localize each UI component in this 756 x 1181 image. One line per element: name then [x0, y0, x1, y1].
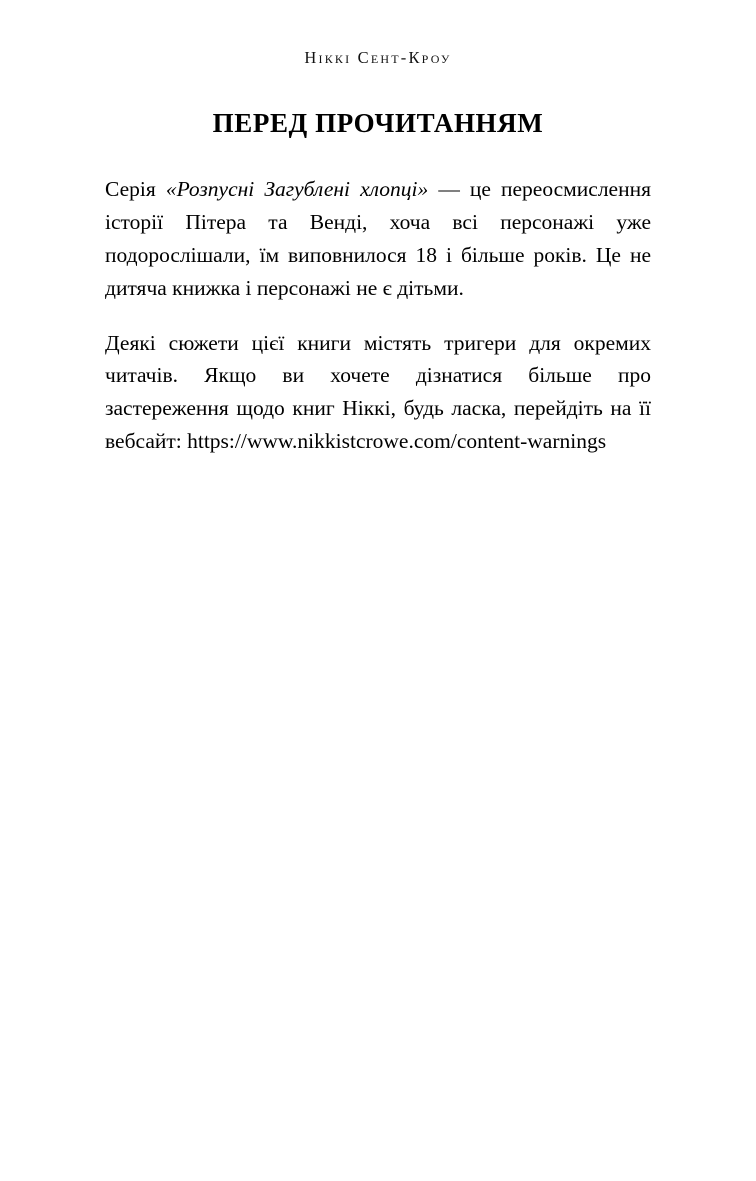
content-warnings-link[interactable]: https://www.nikkistcrowe.com/content-warnings	[187, 429, 607, 454]
paragraph-content-warning-text: Деякі сюжети цієї книги містять тригери для окремих читачів. Якщо ви хочете дізнатися більше про застереження щодо книг Ніккі, будь ласка, перейдіть на її вебсайт:	[105, 330, 651, 454]
paragraph-intro-rest: — це переосмислення історії Пітера та Венді, хоча всі персонажі уже подорослішали, їм виповнилося 18 і більше років. Це не дитяча книжка і персонажі не є дітьми.	[105, 177, 651, 300]
paragraph-content-warning	[105, 327, 651, 459]
series-title: «Розпусні Загублені хлопці»	[165, 177, 429, 201]
running-head-author: Ніккі Сент-Кроу	[304, 48, 452, 67]
page-content	[105, 108, 651, 458]
paragraph-intro-lead: Серія	[105, 177, 166, 201]
page-title: ПЕРЕД ПРОЧИТАННЯМ	[212, 108, 544, 138]
paragraph-intro	[105, 173, 651, 305]
